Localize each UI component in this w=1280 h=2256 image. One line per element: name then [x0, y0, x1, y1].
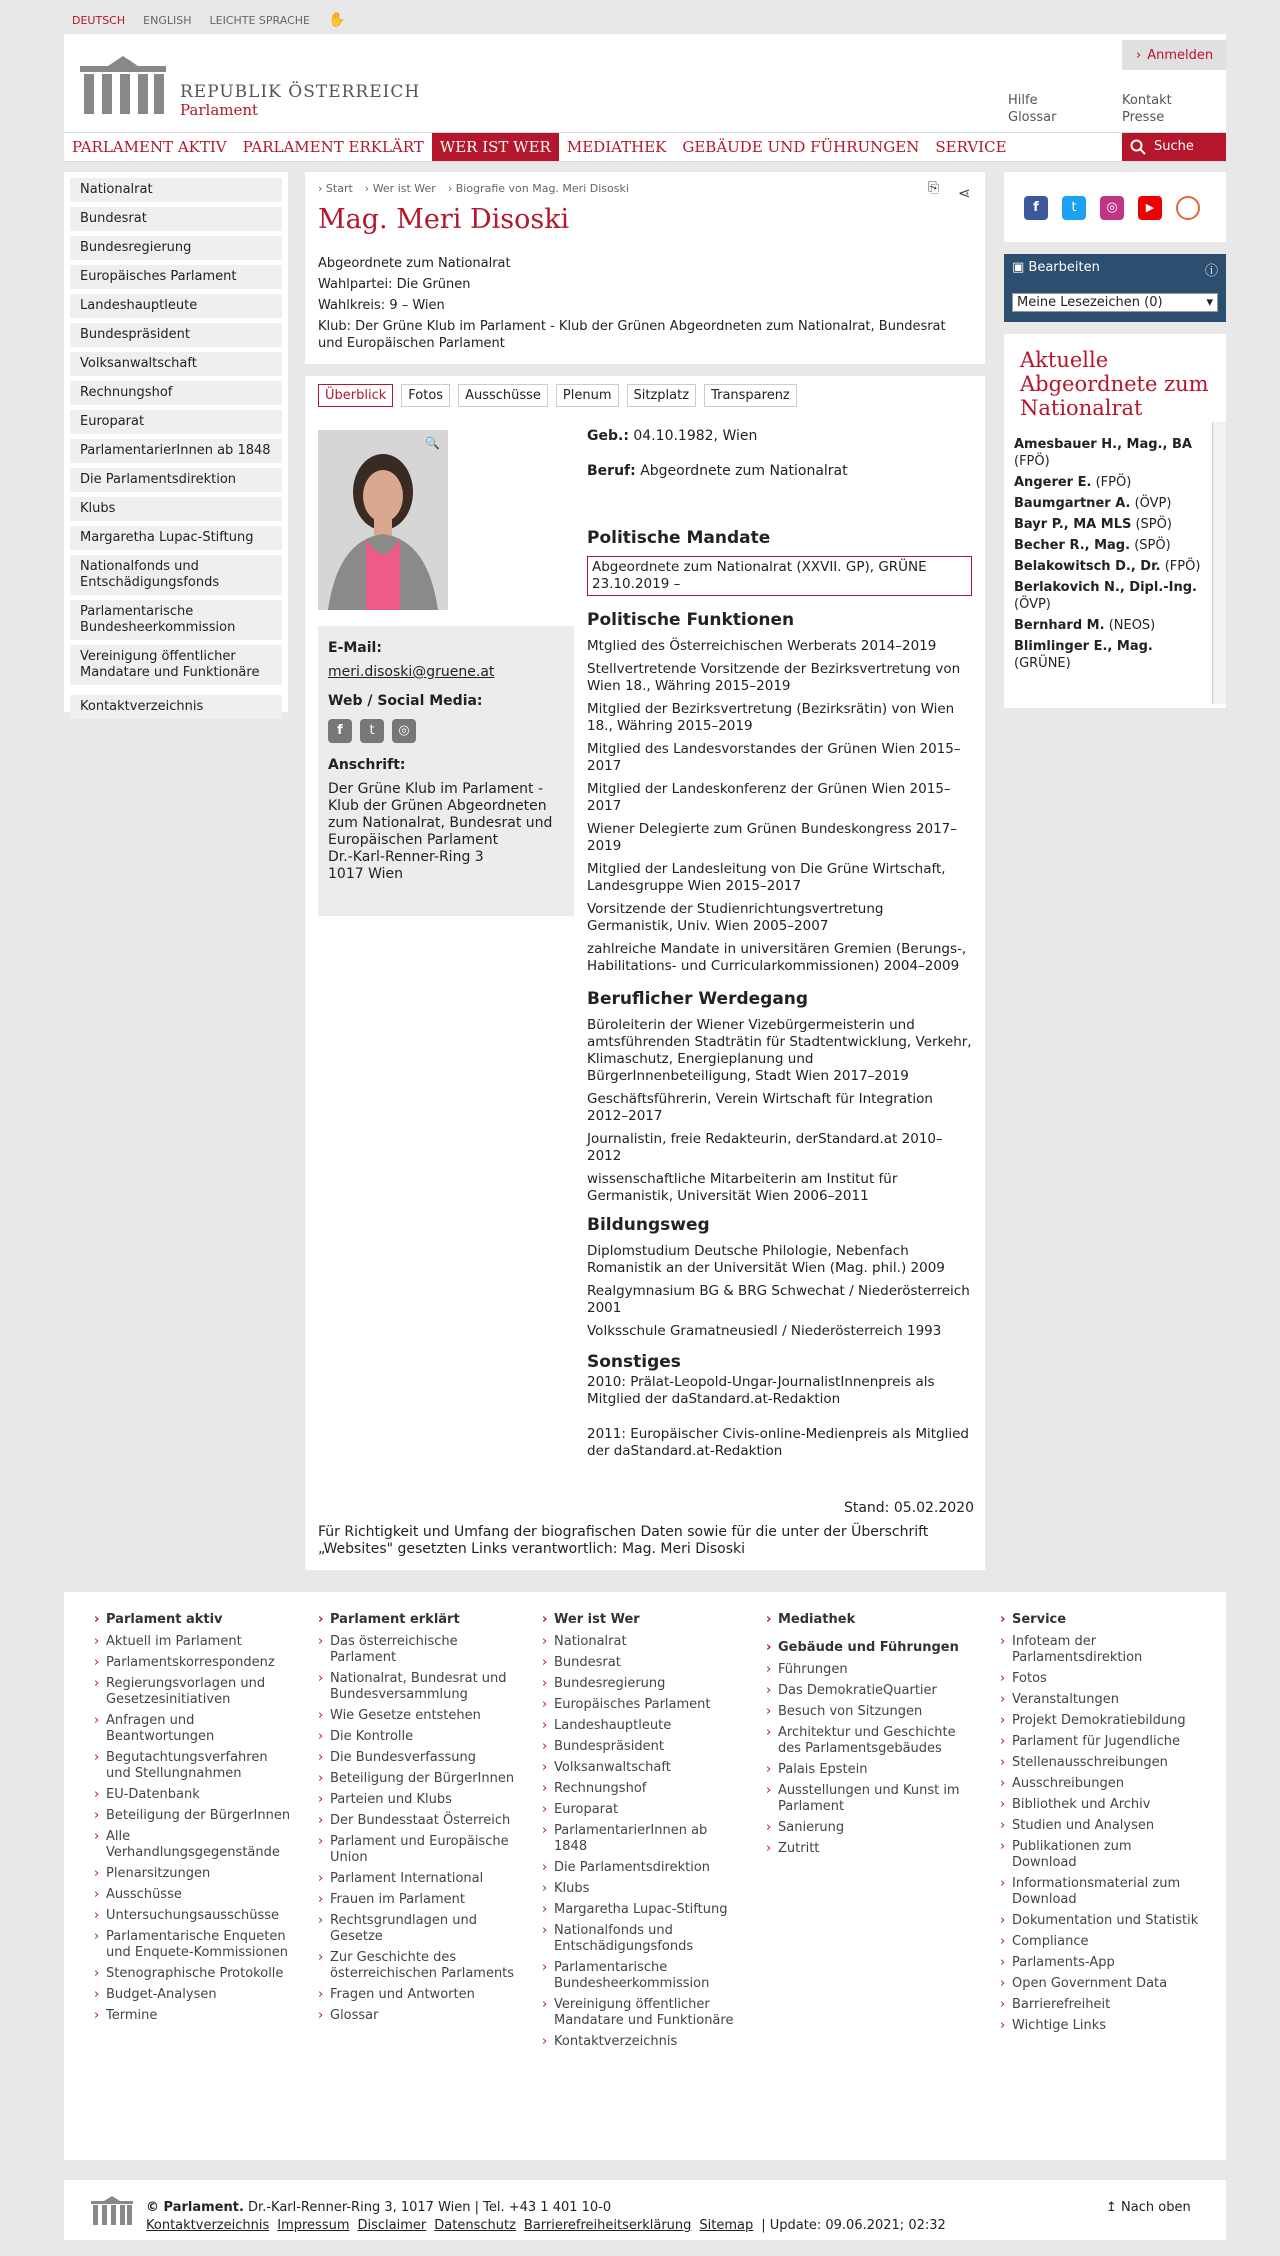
- footer-link[interactable]: › Das DemokratieQuartier: [766, 1683, 966, 1699]
- footer-link[interactable]: › Parlament und Europäische Union: [318, 1834, 518, 1866]
- bookmark-select[interactable]: Meine Lesezeichen (0) ▾: [1012, 293, 1218, 312]
- nav-mediathek[interactable]: MEDIATHEK: [566, 138, 667, 156]
- footer-link[interactable]: › Parlamentarische Bundesheerkommission: [542, 1960, 742, 1992]
- list-item[interactable]: Belakowitsch D., Dr. (FPÖ): [1014, 559, 1201, 574]
- copyright-address: Dr.-Karl-Renner-Ring 3, 1017 Wien | Tel. +43 1 401 10-0: [248, 2200, 612, 2215]
- footer-link[interactable]: › Beteiligung der BürgerInnen: [318, 1771, 518, 1787]
- logo-title: REPUBLIK ÖSTERREICH: [180, 82, 421, 102]
- job-label: Beruf:: [587, 463, 636, 479]
- footer-link[interactable]: › Beteiligung der BürgerInnen: [94, 1808, 294, 1824]
- address-line: Der Grüne Klub im Parlament - Klub der Grünen Abgeordneten zum Nationalrat, Bundesrat und Europäischen Parlament: [328, 781, 553, 848]
- footer-link[interactable]: › Sanierung: [766, 1820, 966, 1836]
- arrow-up-icon: ↥: [1106, 2200, 1117, 2215]
- sidebar-item[interactable]: Bundesregierung: [70, 236, 282, 260]
- footer-link[interactable]: › Nationalfonds und Entschädigungsfonds: [542, 1923, 742, 1955]
- footer-link[interactable]: › Fragen und Antworten: [318, 1987, 518, 2003]
- twitter-icon[interactable]: t: [360, 719, 384, 743]
- footer-column: [94, 1612, 294, 2029]
- function-item: Mtglied des Österreichischen Werberats 2014–2019: [587, 638, 937, 654]
- facebook-icon[interactable]: f: [1024, 196, 1048, 220]
- footer-link[interactable]: › Open Government Data: [1000, 1976, 1200, 1992]
- nav-parlament-erklaert[interactable]: PARLAMENT ERKLÄRT: [242, 138, 424, 156]
- footer-link[interactable]: › Bundesrat: [542, 1655, 742, 1671]
- bottom-link[interactable]: Disclaimer: [357, 2218, 427, 2233]
- breadcrumb-item[interactable]: › Wer ist Wer: [364, 182, 436, 195]
- profile-role: Abgeordnete zum Nationalrat: [318, 256, 511, 271]
- footer-heading[interactable]: › Wer ist Wer: [542, 1612, 742, 1628]
- press-link[interactable]: Presse: [1122, 110, 1165, 125]
- help-link[interactable]: Hilfe: [1008, 93, 1038, 108]
- share-icon[interactable]: ⋖: [958, 184, 971, 202]
- footer-link[interactable]: › Veranstaltungen: [1000, 1692, 1200, 1708]
- footer-link[interactable]: › Compliance: [1000, 1934, 1200, 1950]
- career-heading: Beruflicher Werdegang: [587, 989, 809, 1009]
- footer-link[interactable]: › Parteien und Klubs: [318, 1792, 518, 1808]
- footer-link[interactable]: › Zur Geschichte des österreichischen Parlaments: [318, 1950, 518, 1982]
- footer-link[interactable]: › Projekt Demokratiebildung: [1000, 1713, 1200, 1729]
- other-item: 2011: Europäischer Civis-online-Medienpreis als Mitglied der daStandard.at-Redaktion: [587, 1426, 969, 1459]
- bookmark-title: ▣ Bearbeiten: [1012, 260, 1100, 275]
- profile-party: Wahlpartei: Die Grünen: [318, 277, 471, 292]
- bookmark-panel: [1004, 254, 1226, 322]
- sidebar-item[interactable]: Rechnungshof: [70, 381, 282, 405]
- tab-ueberblick[interactable]: Überblick: [318, 384, 393, 407]
- birth-value: 04.10.1982, Wien: [633, 428, 758, 444]
- footer-link[interactable]: › Bundespräsident: [542, 1739, 742, 1755]
- profile-photo[interactable]: [318, 430, 448, 610]
- function-item: Mitglied der Landesleitung von Die Grüne Wirtschaft, Landesgruppe Wien 2015–2017: [587, 861, 946, 894]
- footer-link[interactable]: › Stellenausschreibungen: [1000, 1755, 1200, 1771]
- footer-link[interactable]: › Ausstellungen und Kunst im Parlament: [766, 1783, 966, 1815]
- footer-link[interactable]: › Alle Verhandlungsgegenstände: [94, 1829, 294, 1861]
- bottom-link[interactable]: Datenschutz: [434, 2218, 516, 2233]
- list-item[interactable]: Amesbauer H., Mag., BA (FPÖ): [1014, 437, 1192, 469]
- address-line: Dr.-Karl-Renner-Ring 3: [328, 849, 484, 865]
- footer-link[interactable]: › Fotos: [1000, 1671, 1200, 1687]
- function-item: Mitglied der Bezirksvertretung (Bezirksrätin) von Wien 18., Währing 2015–2019: [587, 701, 955, 734]
- address-line: 1017 Wien: [328, 866, 403, 882]
- footer-link[interactable]: › Dokumentation und Statistik: [1000, 1913, 1200, 1929]
- footer-link[interactable]: › Architektur und Geschichte des Parlamentsgebäudes: [766, 1725, 966, 1757]
- footer-link[interactable]: › Infoteam der Parlamentsdirektion: [1000, 1634, 1200, 1666]
- zoom-icon[interactable]: 🔍: [425, 436, 440, 450]
- lang-leichte-sprache[interactable]: LEICHTE SPRACHE: [209, 13, 310, 27]
- sign-language-icon[interactable]: ✋: [327, 12, 346, 28]
- search-icon: [1130, 139, 1146, 155]
- education-heading: Bildungsweg: [587, 1215, 710, 1235]
- bottom-link[interactable]: Sitemap: [699, 2218, 754, 2233]
- footer-link[interactable]: › Margaretha Lupac-Stiftung: [542, 1902, 742, 1918]
- footer-heading[interactable]: › Service: [1000, 1612, 1200, 1628]
- bottom-link[interactable]: Kontaktverzeichnis: [146, 2218, 270, 2233]
- footer-link[interactable]: › Nationalrat: [542, 1634, 742, 1650]
- footer-link[interactable]: › Der Bundesstaat Österreich: [318, 1813, 518, 1829]
- footer-link[interactable]: › Vereinigung öffentlicher Mandatare und Funktionäre: [542, 1997, 742, 2029]
- footer-link[interactable]: › Aktuell im Parlament: [94, 1634, 294, 1650]
- footer-link[interactable]: › Rechnungshof: [542, 1781, 742, 1797]
- contact-box: [318, 626, 574, 916]
- footer-link[interactable]: › Parlament International: [318, 1871, 518, 1887]
- nav-gebaeude[interactable]: GEBÄUDE UND FÜHRUNGEN: [682, 138, 920, 156]
- function-item: Mitglied der Landeskonferenz der Grünen Wien 2015–2017: [587, 781, 951, 814]
- tab-sitzplatz[interactable]: Sitzplatz: [627, 384, 697, 407]
- other-heading: Sonstiges: [587, 1352, 681, 1372]
- copyright: [146, 2200, 611, 2215]
- search-label: Suche: [1154, 139, 1194, 154]
- footer-link[interactable]: › Die Bundesverfassung: [318, 1750, 518, 1766]
- bottom-link[interactable]: Barrierefreiheitserklärung: [523, 2218, 692, 2233]
- footer-link[interactable]: › Besuch von Sitzungen: [766, 1704, 966, 1720]
- career-item: Büroleiterin der Wiener Vizebürgermeisterin und amtsführenden Stadträtin für Stadtentwicklung, Verkehr, Klimaschutz, Energieplanung und BürgerInnenbeteiligung, Stadt Wien 2017–2019: [587, 1017, 972, 1084]
- page-title: Mag. Meri Disoski: [318, 204, 570, 235]
- function-item: Mitglied des Landesvorstandes der Grünen Wien 2015–2017: [587, 741, 961, 774]
- education-item: Diplomstudium Deutsche Philologie, Nebenfach Romanistik an der Universität Wien (Mag. phil.) 2009: [587, 1243, 945, 1276]
- info-icon[interactable]: ⓘ: [1204, 264, 1218, 279]
- mandate-item: Abgeordnete zum Nationalrat (XXVII. GP), GRÜNE 23.10.2019 –: [587, 556, 972, 596]
- mandates-heading: Politische Mandate: [587, 528, 771, 548]
- footer-link[interactable]: › Barrierefreiheit: [1000, 1997, 1200, 2013]
- footer-link[interactable]: › Begutachtungsverfahren und Stellungnahmen: [94, 1750, 294, 1782]
- sidebar-item[interactable]: Nationalrat: [70, 178, 282, 202]
- footer-heading[interactable]: › Parlament aktiv: [94, 1612, 294, 1628]
- sidebar-item[interactable]: Landeshauptleute: [70, 294, 282, 318]
- sidebar-item[interactable]: Parlamentarische Bundesheerkommission: [70, 600, 282, 640]
- footer-link[interactable]: › Ausschreibungen: [1000, 1776, 1200, 1792]
- function-item: Vorsitzende der Studienrichtungsvertretung Germanistik, Univ. Wien 2005–2007: [587, 901, 884, 934]
- bottom-links: [146, 2218, 946, 2233]
- profile-info: [318, 255, 968, 352]
- list-item[interactable]: Bernhard M. (NEOS): [1014, 618, 1156, 633]
- footer-link[interactable]: › Führungen: [766, 1662, 966, 1678]
- nav-parlament-aktiv[interactable]: PARLAMENT AKTIV: [72, 138, 227, 156]
- footer-link[interactable]: › Europarat: [542, 1802, 742, 1818]
- footer-link[interactable]: › Kontaktverzeichnis: [542, 2034, 742, 2050]
- sidebar-item[interactable]: Kontaktverzeichnis: [70, 695, 282, 719]
- footer-link[interactable]: › Informationsmaterial zum Download: [1000, 1876, 1200, 1908]
- footer-column: [1000, 1612, 1200, 2039]
- footer-link[interactable]: › Untersuchungsausschüsse: [94, 1908, 294, 1924]
- footer-link[interactable]: › ParlamentarierInnen ab 1848: [542, 1823, 742, 1855]
- footer-link[interactable]: › Bundesregierung: [542, 1676, 742, 1692]
- footer-link[interactable]: › Klubs: [542, 1881, 742, 1897]
- tab-transparenz[interactable]: Transparenz: [704, 384, 797, 407]
- sidebar-item[interactable]: Europarat: [70, 410, 282, 434]
- sidebar: [64, 172, 288, 712]
- portrait-image: [318, 430, 448, 610]
- sidebar-item[interactable]: Europäisches Parlament: [70, 265, 282, 289]
- footer-link[interactable]: › Das österreichische Parlament: [318, 1634, 518, 1666]
- birth-label: Geb.:: [587, 428, 629, 444]
- function-item: Stellvertretende Vorsitzende der Bezirksvertretung von Wien 18., Währing 2015–2019: [587, 661, 961, 694]
- lang-english[interactable]: ENGLISH: [143, 13, 192, 27]
- profile-tabs: [318, 384, 797, 407]
- footer-link[interactable]: › Europäisches Parlament: [542, 1697, 742, 1713]
- profile-district: Wahlkreis: 9 – Wien: [318, 298, 445, 313]
- footer-heading[interactable]: › Mediathek: [766, 1612, 966, 1628]
- parliament-logo-icon[interactable]: [78, 56, 168, 118]
- sidebar-item[interactable]: Vereinigung öffentlicher Mandatare und Funktionäre: [70, 645, 282, 685]
- functions-heading: Politische Funktionen: [587, 610, 795, 630]
- footer-column: [318, 1612, 518, 2029]
- footer-link[interactable]: › Publikationen zum Download: [1000, 1839, 1200, 1871]
- help-links: [1008, 92, 1057, 126]
- email-link[interactable]: meri.disoski@gruene.at: [328, 664, 495, 680]
- contact-link[interactable]: Kontakt: [1122, 93, 1172, 108]
- footer-link[interactable]: › Plenarsitzungen: [94, 1866, 294, 1882]
- bio: [587, 428, 972, 1466]
- sidebar-item[interactable]: Nationalfonds und Entschädigungsfonds: [70, 555, 282, 595]
- footer-link[interactable]: › Zutritt: [766, 1841, 966, 1857]
- flickr-icon[interactable]: [1176, 196, 1200, 220]
- footer-heading[interactable]: › Parlament erklärt: [318, 1612, 518, 1628]
- list-item[interactable]: Angerer E. (FPÖ): [1014, 475, 1132, 490]
- breadcrumb: [318, 182, 629, 195]
- education-item: Realgymnasium BG & BRG Schwechat / Niederösterreich 2001: [587, 1283, 970, 1316]
- list-item[interactable]: Berlakovich N., Dipl.-Ing. (ÖVP): [1014, 580, 1197, 612]
- footer-link[interactable]: › Parlament für Jugendliche: [1000, 1734, 1200, 1750]
- instagram-icon[interactable]: ◎: [1100, 196, 1124, 220]
- email-label: E-Mail:: [328, 640, 382, 656]
- footer-link[interactable]: › Die Parlamentsdirektion: [542, 1860, 742, 1876]
- list-item[interactable]: Baumgartner A. (ÖVP): [1014, 496, 1172, 511]
- footer-link[interactable]: › EU-Datenbank: [94, 1787, 294, 1803]
- list-item[interactable]: Becher R., Mag. (SPÖ): [1014, 538, 1171, 553]
- bookmark-icon[interactable]: ⎘: [928, 180, 940, 196]
- tab-plenum[interactable]: Plenum: [556, 384, 619, 407]
- other-item: 2010: Prälat-Leopold-Ungar-JournalistInnenpreis als Mitglied der daStandard.at-Redaktion: [587, 1374, 935, 1407]
- footer-link[interactable]: › Studien und Analysen: [1000, 1818, 1200, 1834]
- function-item: zahlreiche Mandate in universitären Gremien (Berungs-, Habilitations- und Curricularkommissionen) 2004–2009: [587, 941, 967, 974]
- footer-heading[interactable]: › Gebäude und Führungen: [766, 1640, 966, 1656]
- footer-link[interactable]: › Wie Gesetze entstehen: [318, 1708, 518, 1724]
- instagram-icon[interactable]: ◎: [392, 719, 416, 743]
- footer-link[interactable]: › Termine: [94, 2008, 294, 2024]
- job-value: Abgeordnete zum Nationalrat: [640, 463, 848, 479]
- social-media-links: [328, 719, 564, 743]
- sidebar-item[interactable]: ParlamentarierInnen ab 1848: [70, 439, 282, 463]
- footer-link[interactable]: › Die Kontrolle: [318, 1729, 518, 1745]
- contact-links: [1122, 92, 1172, 126]
- footer-link[interactable]: › Landeshauptleute: [542, 1718, 742, 1734]
- social-bar: [1004, 172, 1226, 242]
- update-date: | Update: 09.06.2021; 02:32: [761, 2218, 946, 2233]
- abgeordnete-title: Aktuelle Abgeordnete zum Nationalrat: [1020, 348, 1209, 420]
- list-item[interactable]: Blimlinger E., Mag. (GRÜNE): [1014, 639, 1153, 671]
- sidebar-item[interactable]: Bundespräsident: [70, 323, 282, 347]
- bottom-link[interactable]: Impressum: [277, 2218, 350, 2233]
- disclaimer-text: Für Richtigkeit und Umfang der biografischen Daten sowie für die unter der Überschrift „Websites" gesetzten Links verantwortlich: Mag. Meri Disoski: [318, 1524, 929, 1557]
- sidebar-item[interactable]: Volksanwaltschaft: [70, 352, 282, 376]
- career-item: Geschäftsführerin, Verein Wirtschaft für Integration 2012–2017: [587, 1091, 933, 1124]
- footer-link[interactable]: › Rechtsgrundlagen und Gesetze: [318, 1913, 518, 1945]
- footer-link[interactable]: › Ausschüsse: [94, 1887, 294, 1903]
- footer-column: [766, 1612, 966, 1862]
- footer-link[interactable]: › Frauen im Parlament: [318, 1892, 518, 1908]
- address-label: Anschrift:: [328, 757, 406, 773]
- footer-link[interactable]: › Parlamentskorrespondenz: [94, 1655, 294, 1671]
- logo-subtitle: Parlament: [180, 101, 259, 119]
- footer-link[interactable]: › Budget-Analysen: [94, 1987, 294, 2003]
- footer-link[interactable]: › Parlaments-App: [1000, 1955, 1200, 1971]
- login-button[interactable]: › Anmelden: [1122, 40, 1226, 70]
- footer-link[interactable]: › Volksanwaltschaft: [542, 1760, 742, 1776]
- nav-service[interactable]: SERVICE: [935, 138, 1007, 156]
- glossary-link[interactable]: Glossar: [1008, 110, 1057, 125]
- youtube-icon[interactable]: ▶: [1138, 196, 1162, 220]
- lang-deutsch[interactable]: DEUTSCH: [72, 13, 126, 27]
- sidebar-item[interactable]: Margaretha Lupac-Stiftung: [70, 526, 282, 550]
- career-item: wissenschaftliche Mitarbeiterin am Institut für Germanistik, Universität Wien 2006–2011: [587, 1171, 898, 1204]
- scrollbar[interactable]: [1212, 422, 1226, 704]
- web-label: Web / Social Media:: [328, 693, 483, 709]
- search-button[interactable]: [1122, 133, 1226, 161]
- parliament-small-logo-icon: [90, 2196, 134, 2226]
- education-item: Volksschule Gramatneusiedl / Niederösterreich 1993: [587, 1323, 942, 1339]
- sidebar-item[interactable]: Die Parlamentsdirektion: [70, 468, 282, 492]
- function-item: Wiener Delegierte zum Grünen Bundeskongress 2017–2019: [587, 821, 958, 854]
- tab-fotos[interactable]: Fotos: [401, 384, 450, 407]
- career-item: Journalistin, freie Redakteurin, derStandard.at 2010–2012: [587, 1131, 943, 1164]
- abgeordnete-list: [1014, 436, 1208, 671]
- breadcrumb-item: › Biografie von Mag. Meri Disoski: [447, 182, 629, 195]
- sidebar-item[interactable]: Bundesrat: [70, 207, 282, 231]
- tab-ausschuesse[interactable]: Ausschüsse: [458, 384, 548, 407]
- main-nav: [64, 132, 1226, 162]
- footer-link[interactable]: › Wichtige Links: [1000, 2018, 1200, 2034]
- back-to-top[interactable]: ↥ Nach oben: [1106, 2200, 1191, 2215]
- footer-link[interactable]: › Glossar: [318, 2008, 518, 2024]
- chevron-down-icon: ▾: [1206, 295, 1213, 310]
- stand-date: Stand: 05.02.2020: [843, 1500, 974, 1516]
- profile-club: Klub: Der Grüne Klub im Parlament - Klub der Grünen Abgeordneten zum Nationalrat, Bundesrat und Europäischen Parlament: [318, 319, 946, 351]
- twitter-icon[interactable]: t: [1062, 196, 1086, 220]
- footer-link[interactable]: › Anfragen und Beantwortungen: [94, 1713, 294, 1745]
- breadcrumb-item[interactable]: › Start: [318, 182, 353, 195]
- footer-column: [542, 1612, 742, 2055]
- copyright-label: © Parlament.: [146, 2200, 244, 2215]
- language-bar: [72, 12, 345, 28]
- login-label: Anmelden: [1147, 48, 1214, 63]
- footer-link[interactable]: › Regierungsvorlagen und Gesetzesinitiativen: [94, 1676, 294, 1708]
- list-item[interactable]: Bayr P., MA MLS (SPÖ): [1014, 517, 1172, 532]
- footer-link[interactable]: › Palais Epstein: [766, 1762, 966, 1778]
- footer-link[interactable]: › Nationalrat, Bundesrat und Bundesversammlung: [318, 1671, 518, 1703]
- facebook-icon[interactable]: f: [328, 719, 352, 743]
- footer-link[interactable]: › Stenographische Protokolle: [94, 1966, 294, 1982]
- footer-link[interactable]: › Bibliothek und Archiv: [1000, 1797, 1200, 1813]
- sidebar-item[interactable]: Klubs: [70, 497, 282, 521]
- footer-link[interactable]: › Parlamentarische Enqueten und Enquete-Kommissionen: [94, 1929, 294, 1961]
- nav-wer-ist-wer[interactable]: WER IST WER: [432, 133, 559, 161]
